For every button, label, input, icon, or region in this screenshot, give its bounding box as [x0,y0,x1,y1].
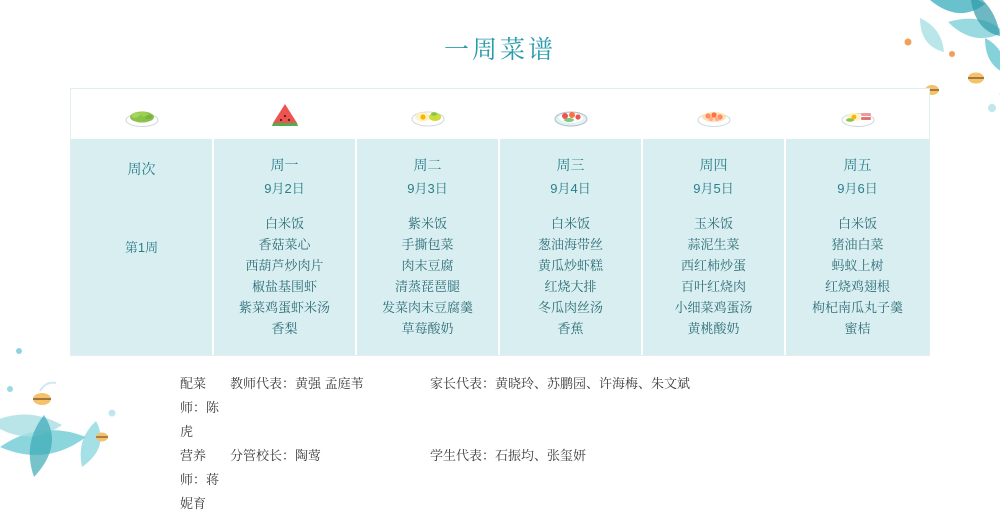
dish-item: 红烧大排 [504,276,637,297]
menu-column-wednesday [500,89,643,355]
column-head-week: 周次 [128,157,156,181]
dish-item: 紫菜鸡蛋虾米汤 [218,297,351,318]
dish-item: 肉末豆腐 [361,255,494,276]
menu-card [70,88,930,356]
menu-cell-tuesday [357,139,498,355]
dish-item: 百叶红烧肉 [647,276,780,297]
fried-egg-rice-icon [357,89,498,139]
dish-item: 蜜桔 [790,318,925,339]
dish-item: 枸杞南瓜丸子羹 [790,297,925,318]
footer-credits [70,372,950,516]
column-head: 周五 [790,153,925,177]
column-head: 周二 [361,153,494,177]
dish-item: 西葫芦炒肉片 [218,255,351,276]
footer-student-reps: 学生代表：石振均、张玺妍 [430,444,850,516]
menu-cell-friday [786,139,929,355]
dish-item: 紫米饭 [361,213,494,234]
dish-item: 黄桃酸奶 [647,318,780,339]
dish-item: 黄瓜炒虾糕 [504,255,637,276]
menu-column-monday [214,89,357,355]
column-date: 9月2日 [218,177,351,201]
dish-item: 猪油白菜 [790,234,925,255]
dish-item: 发菜肉末豆腐羹 [361,297,494,318]
dish-item: 清蒸琵琶腿 [361,276,494,297]
menu-column-friday [786,89,929,355]
menu-column-week [71,89,214,355]
breakfast-plate-icon [786,89,929,139]
footer-principal: 分管校长：陶莺 [230,444,430,516]
dish-item: 红烧鸡翅根 [790,276,925,297]
salad-plate-icon [500,89,641,139]
week-number: 第1周 [125,237,158,259]
dish-item: 香蕉 [504,318,637,339]
dish-item: 草莓酸奶 [361,318,494,339]
footer-parent-reps: 家长代表：黄晓玲、苏鹏园、许海梅、朱文斌 [430,372,850,444]
dish-item: 白米饭 [790,213,925,234]
week-cell [71,139,212,355]
dish-item: 蒜泥生菜 [647,234,780,255]
column-date: 9月4日 [504,177,637,201]
menu-cell-thursday [643,139,784,355]
edamame-bowl-icon [71,89,212,139]
column-head: 周三 [504,153,637,177]
dish-item: 椒盐基围虾 [218,276,351,297]
dish-item: 西红柿炒蛋 [647,255,780,276]
dish-item: 玉米饭 [647,213,780,234]
watermelon-icon [214,89,355,139]
dish-item: 香菇菜心 [218,234,351,255]
footer-row-1 [70,372,950,444]
footer-row-2 [70,444,950,516]
menu-column-thursday [643,89,786,355]
column-date: 9月5日 [647,177,780,201]
column-head: 周四 [647,153,780,177]
dish-item: 蚂蚁上树 [790,255,925,276]
shrimp-plate-icon [643,89,784,139]
dish-item: 葱油海带丝 [504,234,637,255]
menu-cell-monday [214,139,355,355]
menu-cell-wednesday [500,139,641,355]
dish-item: 手撕包菜 [361,234,494,255]
menu-grid [71,89,929,355]
footer-dish-designer: 配菜师：陈虎 [70,372,230,444]
footer-teacher-reps: 教师代表：黄强 孟庭苇 [230,372,430,444]
decorative-dot [16,348,22,354]
dish-item: 白米饭 [218,213,351,234]
dish-item: 冬瓜肉丝汤 [504,297,637,318]
menu-column-tuesday [357,89,500,355]
dish-item: 香梨 [218,318,351,339]
column-date: 9月3日 [361,177,494,201]
column-head: 周一 [218,153,351,177]
footer-nutritionist: 营养师：蒋妮育 [70,444,230,516]
page-title: 一周菜谱 [0,30,1000,66]
column-date: 9月6日 [790,177,925,201]
dish-item: 白米饭 [504,213,637,234]
dish-item: 小细菜鸡蛋汤 [647,297,780,318]
